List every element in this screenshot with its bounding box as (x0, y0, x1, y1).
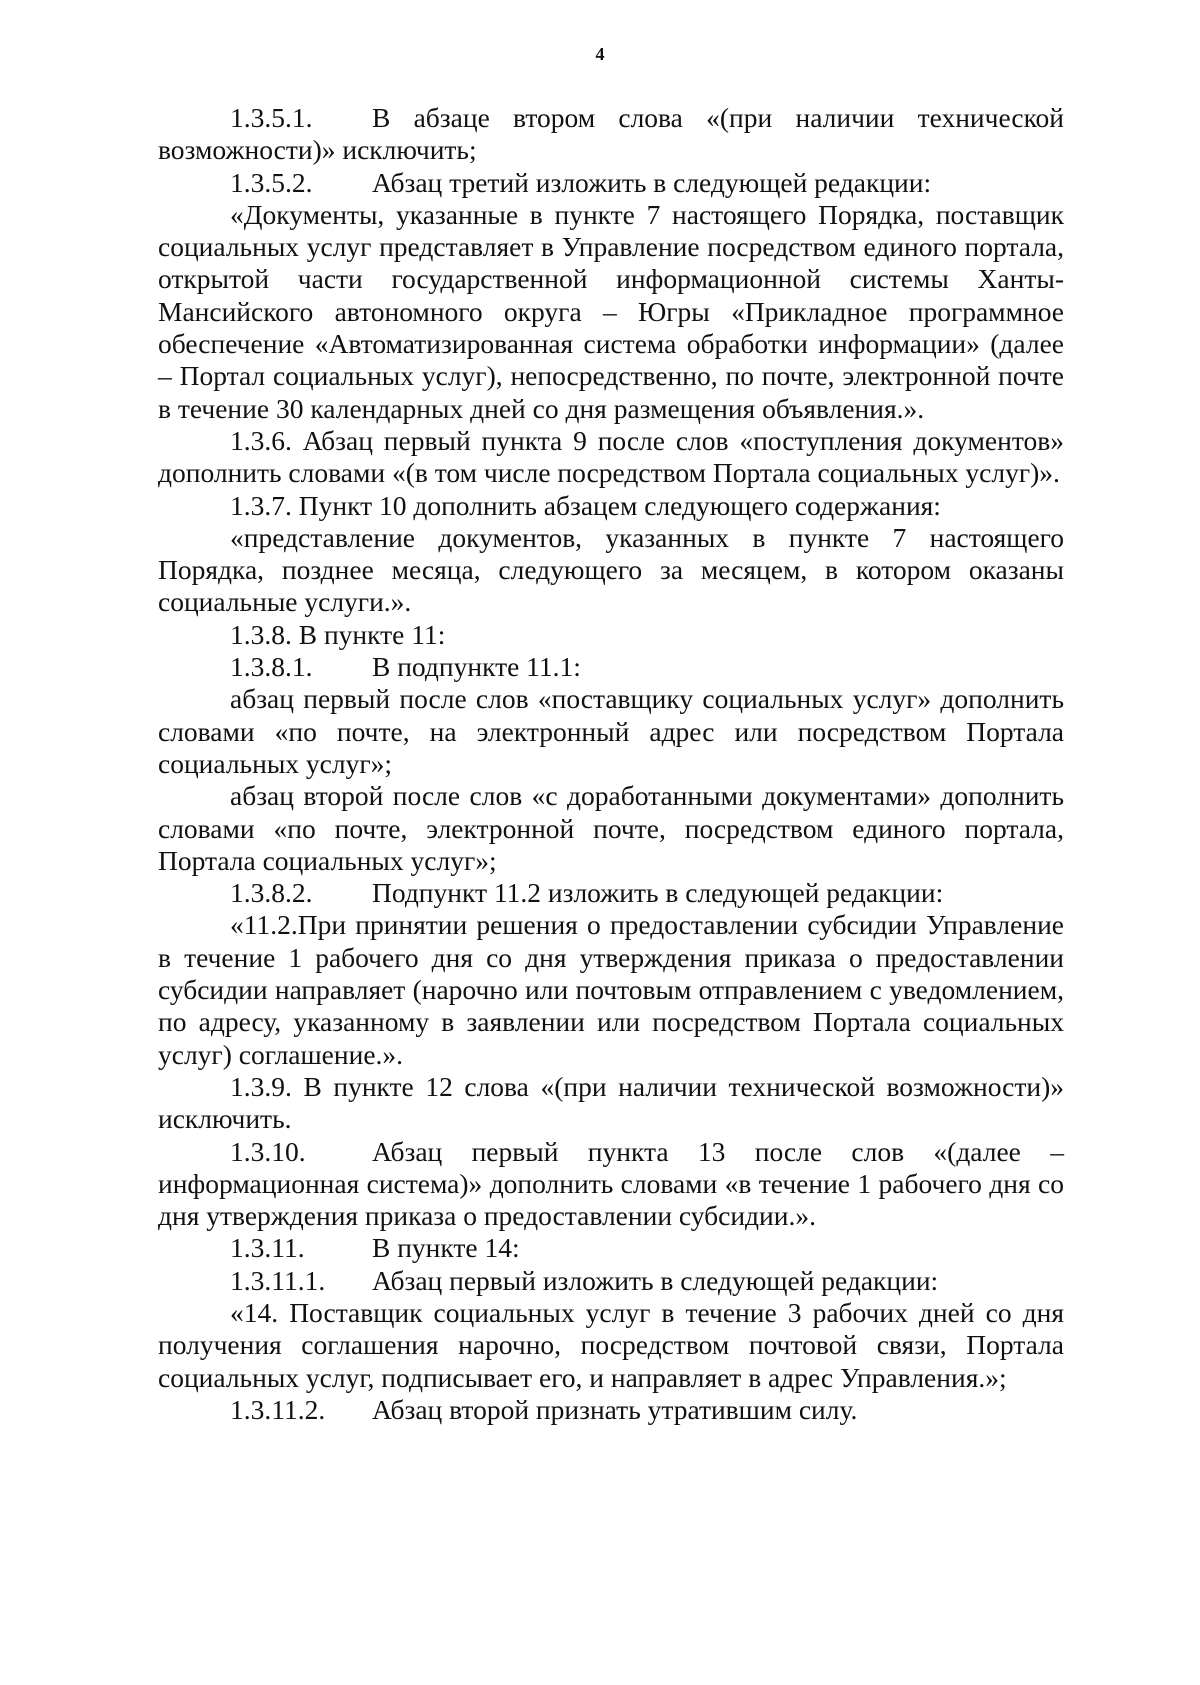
paragraph-1-3-11 (158, 1232, 1064, 1264)
paragraph-quote-14 (158, 1297, 1064, 1394)
clause-number: 1.3.5.2. (230, 166, 313, 198)
paragraph-text: В пункте 14: (372, 1232, 520, 1264)
paragraph-text: В абзаце втором слова «(при наличии технической возможности)» исключить; (158, 102, 1064, 166)
clause-number: 1.3.5.1. (230, 102, 313, 133)
document-body (158, 102, 1064, 1426)
paragraph-1-3-5-2 (158, 167, 1064, 199)
paragraph-text: «представление документов, указанных в пункте 7 настоящего Порядка, позднее месяца, следующего за месяцем, в котором оказаны социальные услуги.». (158, 521, 1064, 618)
paragraph-quote-documents (158, 199, 1064, 425)
clause-number: 1.3.11.2. (230, 1393, 326, 1425)
paragraph-1-3-8-2 (158, 877, 1064, 909)
paragraph-text: абзац второй после слов «с доработанными документами» дополнить словами «по почте, электронной почте, посредством единого портала, Портала социальных услуг»; (158, 780, 1064, 876)
paragraph-text: Абзац первый изложить в следующей редакции: (372, 1264, 939, 1296)
paragraph-1-3-6 (158, 425, 1064, 490)
paragraph-text: Подпункт 11.2 изложить в следующей редакции: (372, 877, 944, 909)
paragraph-1-3-10 (158, 1136, 1064, 1233)
page-number: 4 (595, 44, 605, 64)
paragraph-text: «14. Поставщик социальных услуг в течение 3 рабочих дней со дня получения соглашения нарочно, посредством почтовой связи, Портала социальных услуг, подписывает его, и направляет в адрес Управления.»; (158, 1296, 1064, 1393)
paragraph-text: 1.3.6. Абзац первый пункта 9 после слов «поступления документов» дополнить словами «(в том числе посредством Портала социальных услуг)». (158, 424, 1064, 489)
paragraph-1-3-11-1 (158, 1265, 1064, 1297)
clause-number: 1.3.10. (230, 1135, 306, 1167)
clause-number: 1.3.11.1. (230, 1264, 326, 1296)
paragraph-1-3-8-1 (158, 651, 1064, 683)
paragraph-text: Абзац первый пункта 13 после слов «(далее – информационная система)» дополнить словами «в течение 1 рабочего дня со дня утверждения приказа о предоставлении субсидии.». (158, 1135, 1064, 1232)
paragraph-quote-submission (158, 522, 1064, 619)
clause-number: 1.3.8.2. (230, 877, 313, 909)
paragraph-text: «11.2.При принятии решения о предоставлении субсидии Управление в течение 1 рабочего дня со дня утверждения приказа о предоставлении субсидии направляет (нарочно или почтовым отправлением с уведомлением, по адресу, указанному в заявлении или посредством Портала социальных услуг) соглашение.». (158, 909, 1064, 1070)
paragraph-1-3-7 (158, 490, 1064, 522)
paragraph-1-3-5-1 (158, 102, 1064, 167)
paragraph-text: Абзац третий изложить в следующей редакции: (372, 166, 932, 198)
paragraph-1-3-9 (158, 1071, 1064, 1136)
paragraph-text: В подпункте 11.1: (372, 651, 581, 683)
paragraph-abzac-second (158, 780, 1064, 877)
paragraph-abzac-first (158, 683, 1064, 780)
clause-number: 1.3.11. (230, 1232, 305, 1264)
paragraph-quote-11-2 (158, 909, 1064, 1070)
paragraph-1-3-11-2 (158, 1394, 1064, 1426)
paragraph-text: 1.3.9. В пункте 12 слова «(при наличии технической возможности)» исключить. (158, 1070, 1064, 1135)
paragraph-text: абзац первый после слов «поставщику социальных услуг» дополнить словами «по почте, на электронный адрес или посредством Портала социальных услуг»; (158, 683, 1064, 779)
paragraph-text: 1.3.8. В пункте 11: (230, 618, 446, 650)
clause-number: 1.3.8.1. (230, 651, 313, 683)
paragraph-text: 1.3.7. Пункт 10 дополнить абзацем следующего содержания: (230, 489, 941, 521)
paragraph-text: «Документы, указанные в пункте 7 настоящего Порядка, поставщик социальных услуг представляет в Управление посредством единого портала, открытой части государственной информационной системы Ханты-Мансийского автономного округа – Югры «Прикладное программное обеспечение «Автоматизированная система обработки информации» (далее – Портал социальных услуг), непосредственно, по почте, электронной почте в течение 30 календарных дней со дня размещения объявления.». (158, 198, 1064, 424)
paragraph-1-3-8 (158, 619, 1064, 651)
paragraph-text: Абзац второй признать утратившим силу. (372, 1393, 858, 1425)
